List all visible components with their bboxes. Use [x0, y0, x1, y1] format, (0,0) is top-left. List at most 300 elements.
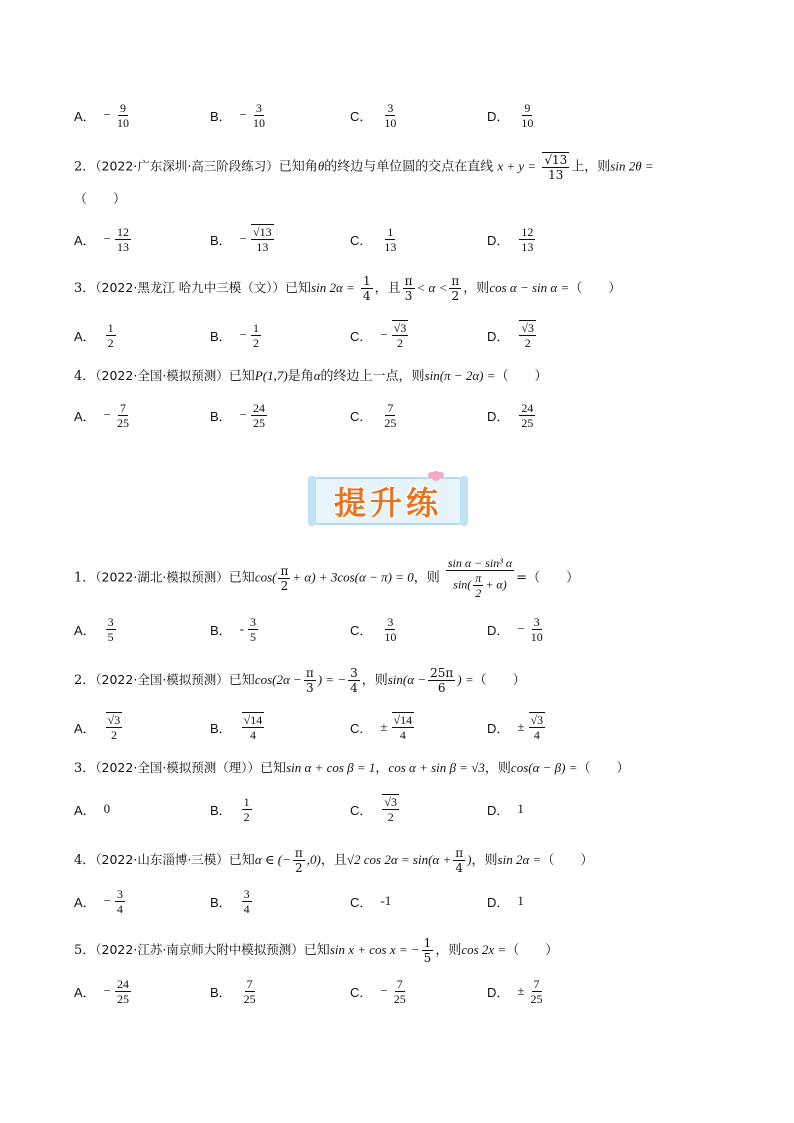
option-label: C． — [350, 232, 373, 248]
fraction-denominator: 25 — [117, 415, 130, 430]
option-c — [350, 612, 400, 646]
part1-q2-stem — [74, 152, 654, 182]
stem-text: 4． — [74, 853, 96, 868]
fraction-numerator: 1 — [107, 320, 114, 335]
fraction-numerator: 3 — [387, 614, 394, 629]
option-label: A． — [74, 720, 96, 736]
stem-text: （ ） — [506, 943, 559, 958]
fraction-numerator: π — [294, 846, 303, 860]
option-value — [240, 224, 276, 254]
fraction-denominator: 2 — [387, 810, 394, 824]
fraction-denominator: 2 — [253, 335, 260, 350]
option-sign: - — [239, 621, 245, 636]
option-label: D． — [487, 894, 510, 910]
stem-text: 4． — [74, 369, 96, 384]
option-fraction — [115, 225, 131, 254]
math-expression: cos(2α − — [254, 672, 302, 687]
option-c — [350, 884, 391, 918]
option-fraction — [106, 321, 116, 350]
option-sign: ± — [517, 719, 525, 734]
option-b — [210, 612, 260, 646]
option-value — [104, 615, 118, 644]
option-fraction — [392, 712, 415, 742]
option-b — [210, 792, 254, 826]
fraction-denominator: 4 — [350, 681, 358, 695]
fraction-denominator: 10 — [384, 629, 397, 644]
stem-text: ，且 — [374, 281, 401, 296]
math-fraction — [428, 666, 455, 695]
fraction-denominator: 13 — [521, 239, 534, 254]
option-sign: ± — [517, 983, 525, 998]
option-label: D． — [487, 328, 510, 344]
part2-q5-options — [74, 974, 674, 1008]
part1-q3-options — [74, 318, 674, 352]
math-expression: ) — [467, 852, 472, 867]
option-value — [240, 977, 260, 1006]
fraction-numerator: √3 — [530, 713, 544, 727]
stem-text: ，则 — [463, 281, 490, 296]
option-fraction — [251, 224, 274, 254]
option-sign: − — [103, 231, 112, 246]
question-source: （2022·全国·模拟预测） — [95, 672, 229, 687]
fraction-numerator: 3 — [243, 886, 250, 901]
fraction-denominator: 13 — [548, 168, 564, 182]
question-source: （2022·山东淄博·三模） — [95, 852, 229, 867]
fraction-numerator: 1 — [253, 320, 260, 335]
option-value — [517, 977, 546, 1006]
stem-text: 已知角 — [278, 159, 318, 175]
option-label: B． — [210, 802, 232, 818]
math-expression: α — [313, 368, 321, 383]
option-fraction — [242, 795, 252, 824]
stem-text: （ ） — [569, 281, 622, 296]
option-label: B． — [210, 984, 232, 1000]
option-fraction — [382, 101, 398, 130]
option-value — [240, 401, 269, 430]
option-label: A． — [74, 984, 96, 1000]
fraction-numerator: 3 — [250, 614, 257, 629]
option-fraction — [251, 401, 267, 430]
fraction-numerator: 25π — [430, 666, 454, 680]
fraction-numerator: √3 — [384, 795, 397, 809]
option-fraction — [248, 615, 258, 644]
option-d — [487, 222, 537, 256]
math-fraction — [446, 556, 514, 600]
option-b — [210, 710, 266, 744]
section-banner — [308, 470, 468, 528]
stem-text: （ ） — [527, 570, 580, 586]
option-plain-value: -1 — [380, 893, 392, 908]
option-sign: − — [239, 407, 248, 422]
option-fraction — [115, 401, 131, 430]
option-b — [210, 884, 254, 918]
option-value — [517, 225, 537, 254]
part2-q2-stem — [74, 666, 526, 695]
option-label: B． — [210, 622, 232, 638]
stem-text: 已知 — [303, 943, 330, 958]
question-source: （2022·黑龙江 哈九中三模（文）） — [95, 280, 286, 295]
fraction-denominator: 5 — [423, 951, 432, 965]
math-expression: θ — [317, 158, 325, 174]
option-label: A． — [74, 622, 96, 638]
option-value — [380, 225, 400, 254]
option-fraction — [382, 615, 398, 644]
stem-text: 已知 — [228, 570, 255, 586]
stem-text: + α) — [485, 577, 507, 592]
fraction-numerator: 9 — [120, 100, 127, 115]
fraction-numerator: √13 — [544, 153, 568, 167]
math-expression: x + y = — [497, 158, 537, 174]
option-value — [517, 320, 538, 350]
option-sign: ± — [380, 719, 388, 734]
math-expression: < α < — [416, 280, 448, 295]
stem-text: 已知 — [228, 673, 255, 688]
part2-q1-stem — [74, 556, 579, 600]
option-value — [104, 321, 118, 350]
fraction-denominator: 10 — [530, 629, 543, 644]
option-b — [210, 222, 276, 256]
math-expression: sin 2θ = — [610, 158, 654, 174]
math-expression: sin x + cos x = − — [329, 942, 420, 957]
fraction-numerator: 24 — [117, 976, 130, 991]
stem-text: 上，则 — [571, 159, 611, 175]
option-plain-value: 0 — [103, 801, 111, 816]
option-label: A． — [74, 108, 96, 124]
option-fraction — [106, 712, 123, 742]
fraction-denominator: 25 — [521, 415, 534, 430]
fraction-denominator — [451, 571, 508, 600]
fraction-numerator: 7 — [533, 976, 540, 991]
fraction-denominator: 3 — [404, 289, 413, 303]
stem-text: 已知 — [228, 853, 255, 868]
option-fraction — [251, 101, 267, 130]
option-label: C． — [350, 802, 373, 818]
fraction-denominator: 2 — [243, 809, 250, 824]
math-expression: ) = − — [317, 672, 347, 687]
option-value — [104, 225, 133, 254]
fraction-denominator: 2 — [475, 586, 482, 600]
stem-text: 已知 — [260, 761, 287, 776]
option-sign: − — [103, 893, 112, 908]
part2-q5-stem — [74, 936, 558, 965]
fraction-denominator: 2 — [451, 289, 460, 303]
fraction-numerator: 7 — [246, 976, 253, 991]
math-fraction — [304, 666, 316, 695]
option-value — [380, 893, 391, 909]
option-d — [487, 318, 538, 352]
math-fraction — [348, 666, 360, 695]
fraction-numerator: π — [475, 571, 482, 585]
option-label: D． — [487, 232, 510, 248]
part1-q2-blank: （ ） — [74, 192, 127, 207]
math-expression: cos( — [254, 569, 277, 585]
stem-text: 3． — [74, 761, 96, 776]
option-label: C． — [350, 108, 373, 124]
option-value — [380, 712, 416, 742]
option-fraction — [382, 401, 398, 430]
option-fraction — [392, 977, 408, 1006]
option-sign: − — [239, 107, 248, 122]
option-sign: − — [380, 983, 388, 998]
fraction-denominator: 2 — [107, 335, 114, 350]
math-expression: cos(α − β) = — [510, 760, 578, 775]
option-label: C． — [350, 720, 373, 736]
fraction-numerator: π — [451, 274, 460, 288]
option-label: D． — [487, 408, 510, 424]
option-label: C． — [350, 328, 373, 344]
math-fraction — [361, 274, 373, 303]
math-expression: cos α − sin α = — [489, 280, 570, 295]
part1-q2-options — [74, 222, 674, 256]
stem-text: ，则 — [413, 570, 440, 586]
stem-text: 已知 — [285, 281, 312, 296]
option-fraction — [242, 887, 252, 916]
stem-text: ，则 — [435, 943, 462, 958]
option-label: A． — [74, 408, 96, 424]
option-value — [517, 101, 537, 130]
option-value — [240, 887, 254, 916]
fraction-denominator: 10 — [117, 115, 130, 130]
math-expression: sin 2α = — [311, 280, 355, 295]
option-label: D． — [487, 108, 510, 124]
option-value — [380, 320, 410, 350]
option-label: A． — [74, 232, 96, 248]
fraction-numerator: 9 — [524, 100, 531, 115]
option-c — [350, 974, 410, 1008]
option-label: C． — [350, 408, 373, 424]
question-source: （2022·全国·模拟预测） — [95, 368, 229, 383]
stem-text: 1． — [74, 570, 96, 586]
fraction-numerator: 12 — [117, 224, 130, 239]
option-sign: − — [103, 407, 112, 422]
fraction-numerator: 24 — [521, 400, 534, 415]
option-value — [104, 977, 133, 1006]
option-d — [487, 710, 547, 744]
fraction-numerator: √3 — [107, 713, 121, 727]
stem-text: sin( — [453, 577, 472, 592]
fraction-numerator: 3 — [117, 886, 124, 901]
fraction-denominator: 4 — [399, 728, 406, 742]
stem-text: 3． — [74, 281, 96, 296]
fraction-denominator: 13 — [256, 240, 269, 254]
fraction-denominator: 25 — [530, 991, 543, 1006]
option-fraction — [382, 794, 399, 824]
fraction-denominator: 4 — [249, 728, 256, 742]
fraction-denominator: 2 — [295, 861, 303, 875]
option-sign: − — [103, 107, 112, 122]
option-fraction — [242, 977, 258, 1006]
fraction-numerator: π — [305, 666, 314, 680]
stem-text: 2． — [74, 159, 96, 175]
option-b — [210, 974, 260, 1008]
option-fraction — [392, 320, 409, 350]
option-fraction — [115, 977, 131, 1006]
fraction-numerator: √3 — [393, 321, 407, 335]
option-label: D． — [487, 802, 510, 818]
stem-text: 5． — [74, 943, 96, 958]
option-fraction — [382, 225, 398, 254]
option-d — [487, 884, 524, 918]
option-b — [210, 318, 263, 352]
math-fraction — [473, 571, 483, 600]
option-value — [104, 101, 133, 130]
stem-text: ，则 — [484, 761, 511, 776]
fraction-numerator: 1 — [387, 224, 394, 239]
fraction-denominator: 2 — [524, 336, 531, 350]
part1-q1-options — [74, 98, 674, 132]
fraction-numerator: 3 — [107, 614, 114, 629]
option-fraction — [115, 887, 125, 916]
option-d — [487, 98, 537, 132]
option-label: C． — [350, 894, 373, 910]
math-fraction — [293, 846, 305, 875]
fraction-denominator: 4 — [533, 728, 540, 742]
fraction-denominator: 5 — [250, 629, 257, 644]
option-label: B． — [210, 108, 232, 124]
fraction-denominator: 4 — [117, 901, 124, 916]
option-label: A． — [74, 328, 96, 344]
math-fraction — [422, 936, 434, 965]
option-a — [74, 974, 133, 1008]
question-source: （2022·广东深圳·高三阶段练习） — [95, 158, 279, 174]
fraction-numerator: π — [404, 274, 413, 288]
fraction-denominator: 4 — [243, 901, 250, 916]
option-c — [350, 98, 400, 132]
option-value — [380, 794, 401, 824]
option-fraction — [519, 401, 535, 430]
fraction-numerator: 1 — [423, 936, 432, 950]
option-label: D． — [487, 622, 510, 638]
fraction-numerator: 3 — [533, 614, 540, 629]
option-value — [517, 615, 546, 644]
question-source: （2022·全国·模拟预测（理）） — [95, 760, 261, 775]
stem-text: = — [516, 570, 528, 586]
math-expression: sin α + cos β = 1 — [286, 760, 376, 775]
stem-text: ，则 — [361, 673, 388, 688]
option-plain-value: 1 — [517, 893, 524, 908]
option-c — [350, 710, 416, 744]
option-value — [380, 101, 400, 130]
option-a — [74, 884, 127, 918]
option-label: C． — [350, 984, 373, 1000]
option-label: B． — [210, 232, 232, 248]
math-expression: α ∈ (− — [254, 852, 291, 867]
fraction-denominator: 10 — [521, 115, 534, 130]
math-expression: cos 2x = — [461, 942, 507, 957]
fraction-denominator: 2 — [110, 728, 117, 742]
fraction-numerator: 3 — [256, 100, 263, 115]
option-sign: − — [103, 983, 112, 998]
math-expression: sin(α − — [387, 672, 427, 687]
fraction-numerator: 1 — [243, 794, 250, 809]
math-fraction — [403, 274, 415, 303]
math-expression: sin 2α = — [497, 852, 542, 867]
option-value — [104, 401, 133, 430]
option-value — [104, 887, 127, 916]
math-expression: ) = — [457, 672, 474, 687]
math-expression: sin(π − 2α) = — [424, 368, 496, 383]
option-a — [74, 98, 133, 132]
option-fraction — [529, 977, 545, 1006]
option-a — [74, 792, 110, 826]
option-a — [74, 612, 118, 646]
option-fraction — [519, 225, 535, 254]
option-fraction — [519, 101, 535, 130]
stem-text: ，且 — [320, 853, 347, 868]
fraction-numerator: √14 — [393, 713, 413, 727]
option-fraction — [106, 615, 116, 644]
fraction-denominator: 6 — [437, 681, 446, 695]
fraction-denominator: 4 — [362, 289, 371, 303]
fraction-numerator: 7 — [387, 400, 394, 415]
option-label: A． — [74, 894, 96, 910]
option-d — [487, 398, 537, 432]
fraction-numerator: 3 — [350, 666, 358, 680]
fraction-numerator: √13 — [253, 225, 272, 239]
option-value — [104, 712, 125, 742]
option-value — [517, 801, 524, 817]
fraction-denominator: 10 — [384, 115, 397, 130]
option-c — [350, 222, 400, 256]
part1-q4-options — [74, 398, 674, 432]
option-label: B． — [210, 720, 232, 736]
option-a — [74, 710, 124, 744]
math-expression: √2 cos 2α = sin(α + — [346, 852, 452, 867]
option-b — [210, 398, 269, 432]
part1-q4-stem — [74, 366, 548, 387]
stem-text: 的终边上一点，则 — [320, 369, 425, 384]
option-label: B． — [210, 894, 232, 910]
fraction-denominator: 13 — [117, 239, 130, 254]
option-label: B． — [210, 328, 232, 344]
option-d — [487, 612, 547, 646]
option-value — [104, 801, 111, 817]
fraction-denominator: 13 — [384, 239, 397, 254]
option-value — [240, 795, 254, 824]
math-fraction — [449, 274, 461, 303]
option-fraction — [529, 712, 546, 742]
math-expression: P(1,7) — [254, 368, 288, 383]
banner-title: 提升练 — [333, 484, 442, 522]
question-source: （2022·江苏·南京师大附中模拟预测） — [95, 942, 304, 957]
option-d — [487, 974, 547, 1008]
fraction-numerator: 1 — [362, 274, 371, 288]
option-c — [350, 792, 401, 826]
stem-text: 是角 — [287, 369, 314, 384]
option-value — [517, 712, 547, 742]
part2-q4-stem — [74, 846, 593, 875]
option-fraction — [242, 712, 265, 742]
fraction-denominator: 5 — [107, 629, 114, 644]
option-sign: − — [380, 327, 388, 342]
option-a — [74, 222, 133, 256]
option-c — [350, 318, 410, 352]
fraction-numerator: 24 — [253, 400, 266, 415]
stem-text: （ ） — [495, 369, 548, 384]
stem-text: （ ） — [473, 673, 526, 688]
option-value — [240, 321, 263, 350]
stem-text: ，则 — [471, 853, 498, 868]
option-value — [380, 615, 400, 644]
option-sign: − — [517, 621, 525, 636]
option-label: D． — [487, 720, 510, 736]
fraction-denominator: 10 — [253, 115, 266, 130]
math-expression: ,0) — [306, 852, 321, 867]
fraction-numerator: sin α − sin³ α — [447, 556, 513, 570]
option-sign: − — [239, 231, 248, 246]
math-fraction — [453, 846, 465, 875]
fraction-numerator: 12 — [521, 224, 534, 239]
